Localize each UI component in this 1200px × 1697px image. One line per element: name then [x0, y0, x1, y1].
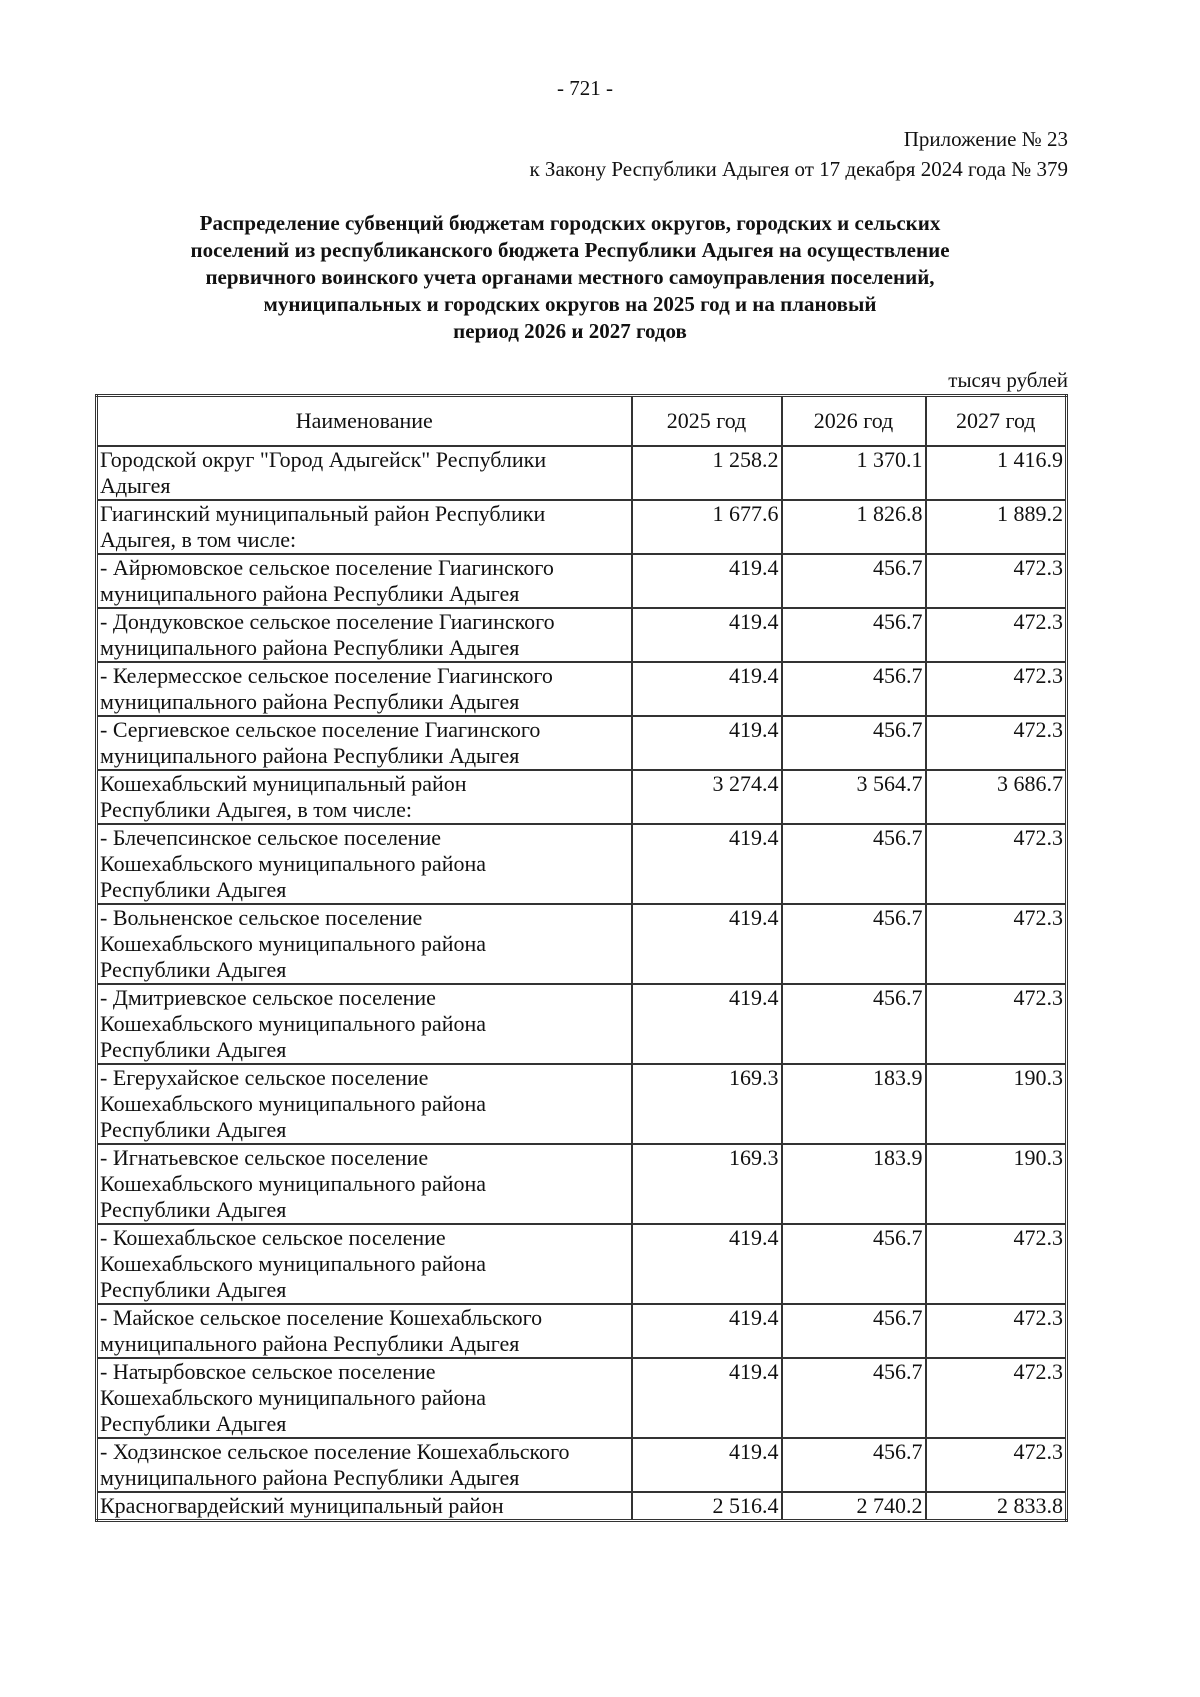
row-name: - Егерухайское сельское поселение Кошехабльского муниципального района Республики Адыгея	[97, 1064, 632, 1144]
row-name: Городской округ "Город Адыгейск" Республики Адыгея	[97, 446, 632, 500]
row-name: - Майское сельское поселение Кошехабльского муниципального района Республики Адыгея	[97, 1304, 632, 1358]
value-2026: 456.7	[782, 984, 926, 1064]
value-2027: 472.3	[926, 984, 1067, 1064]
value-2027: 1 416.9	[926, 446, 1067, 500]
row-name: - Блечепсинское сельское поселение Кошехабльского муниципального района Республики Адыгея	[97, 824, 632, 904]
units-label: тысяч рублей	[948, 368, 1068, 392]
value-2026: 456.7	[782, 608, 926, 662]
value-2027: 472.3	[926, 608, 1067, 662]
value-2027: 472.3	[926, 904, 1067, 984]
table-row	[97, 1304, 1067, 1358]
value-2025: 1 258.2	[632, 446, 782, 500]
value-2027: 1 889.2	[926, 500, 1067, 554]
value-2026: 456.7	[782, 824, 926, 904]
value-2025: 419.4	[632, 1224, 782, 1304]
table-row	[97, 716, 1067, 770]
row-name: - Игнатьевское сельское поселение Кошехабльского муниципального района Республики Адыгея	[97, 1144, 632, 1224]
value-2026: 456.7	[782, 716, 926, 770]
value-2026: 456.7	[782, 1224, 926, 1304]
value-2027: 472.3	[926, 554, 1067, 608]
table-row	[97, 662, 1067, 716]
value-2026: 456.7	[782, 904, 926, 984]
value-2025: 169.3	[632, 1064, 782, 1144]
value-2027: 472.3	[926, 662, 1067, 716]
value-2027: 2 833.8	[926, 1492, 1067, 1521]
value-2026: 2 740.2	[782, 1492, 926, 1521]
value-2026: 456.7	[782, 662, 926, 716]
row-name: - Дмитриевское сельское поселение Кошехабльского муниципального района Республики Адыгея	[97, 984, 632, 1064]
row-name: Красногвардейский муниципальный район	[97, 1492, 632, 1521]
column-header-2025: 2025 год	[632, 396, 782, 447]
value-2025: 419.4	[632, 662, 782, 716]
annex-law-reference: к Закону Республики Адыгея от 17 декабря 2024 года № 379	[529, 157, 1068, 181]
row-name: Кошехабльский муниципальный район Республики Адыгея, в том числе:	[97, 770, 632, 824]
row-name: - Ходзинское сельское поселение Кошехабльского муниципального района Республики Адыгея	[97, 1438, 632, 1492]
table-row	[97, 1438, 1067, 1492]
value-2026: 456.7	[782, 554, 926, 608]
page-number: - 721 -	[557, 76, 613, 100]
column-header-2027: 2027 год	[926, 396, 1067, 447]
value-2026: 3 564.7	[782, 770, 926, 824]
table-row	[97, 1144, 1067, 1224]
value-2027: 472.3	[926, 1224, 1067, 1304]
value-2025: 419.4	[632, 716, 782, 770]
annex-reference	[529, 124, 1068, 184]
subventions-table	[95, 394, 1068, 1522]
value-2026: 1 370.1	[782, 446, 926, 500]
value-2027: 190.3	[926, 1064, 1067, 1144]
value-2027: 472.3	[926, 824, 1067, 904]
table-row	[97, 824, 1067, 904]
table-row	[97, 1492, 1067, 1521]
value-2025: 419.4	[632, 554, 782, 608]
table-row	[97, 446, 1067, 500]
row-name: - Айрюмовское сельское поселение Гиагинского муниципального района Республики Адыгея	[97, 554, 632, 608]
row-name: - Вольненское сельское поселение Кошехабльского муниципального района Республики Адыгея	[97, 904, 632, 984]
value-2027: 190.3	[926, 1144, 1067, 1224]
table-row	[97, 1224, 1067, 1304]
table-row	[97, 1358, 1067, 1438]
table-row	[97, 608, 1067, 662]
table-row	[97, 554, 1067, 608]
value-2026: 183.9	[782, 1064, 926, 1144]
value-2026: 456.7	[782, 1438, 926, 1492]
row-name: - Келермесское сельское поселение Гиагинского муниципального района Республики Адыгея	[97, 662, 632, 716]
table-row	[97, 904, 1067, 984]
table-row	[97, 1064, 1067, 1144]
annex-number: Приложение № 23	[903, 127, 1068, 151]
value-2027: 472.3	[926, 1304, 1067, 1358]
value-2025: 419.4	[632, 824, 782, 904]
table-row	[97, 984, 1067, 1064]
table-row	[97, 500, 1067, 554]
value-2025: 419.4	[632, 904, 782, 984]
value-2026: 456.7	[782, 1358, 926, 1438]
column-header-2026: 2026 год	[782, 396, 926, 447]
value-2026: 183.9	[782, 1144, 926, 1224]
value-2027: 472.3	[926, 1438, 1067, 1492]
value-2025: 1 677.6	[632, 500, 782, 554]
value-2026: 1 826.8	[782, 500, 926, 554]
table-row	[97, 770, 1067, 824]
value-2026: 456.7	[782, 1304, 926, 1358]
value-2025: 419.4	[632, 1358, 782, 1438]
value-2025: 419.4	[632, 608, 782, 662]
row-name: - Сергиевское сельское поселение Гиагинского муниципального района Республики Адыгея	[97, 716, 632, 770]
column-header-name: Наименование	[97, 396, 632, 447]
document-title: Распределение субвенций бюджетам городских округов, городских и сельских поселений из республиканского бюджета Республики Адыгея на осуществление первичного воинского учета органами местного самоуправления поселений, муниципальных и городских округов на 2025 год и на плановый период 2026 и 2027 годов	[190, 211, 950, 343]
value-2025: 3 274.4	[632, 770, 782, 824]
value-2027: 472.3	[926, 716, 1067, 770]
row-name: - Дондуковское сельское поселение Гиагинского муниципального района Республики Адыгея	[97, 608, 632, 662]
row-name: - Натырбовское сельское поселение Кошехабльского муниципального района Республики Адыгея	[97, 1358, 632, 1438]
table-header-row	[97, 396, 1067, 447]
value-2025: 419.4	[632, 1438, 782, 1492]
value-2025: 419.4	[632, 984, 782, 1064]
value-2025: 2 516.4	[632, 1492, 782, 1521]
value-2025: 169.3	[632, 1144, 782, 1224]
row-name: - Кошехабльское сельское поселение Кошехабльского муниципального района Республики Адыгея	[97, 1224, 632, 1304]
row-name: Гиагинский муниципальный район Республики Адыгея, в том числе:	[97, 500, 632, 554]
value-2025: 419.4	[632, 1304, 782, 1358]
value-2027: 3 686.7	[926, 770, 1067, 824]
value-2027: 472.3	[926, 1358, 1067, 1438]
